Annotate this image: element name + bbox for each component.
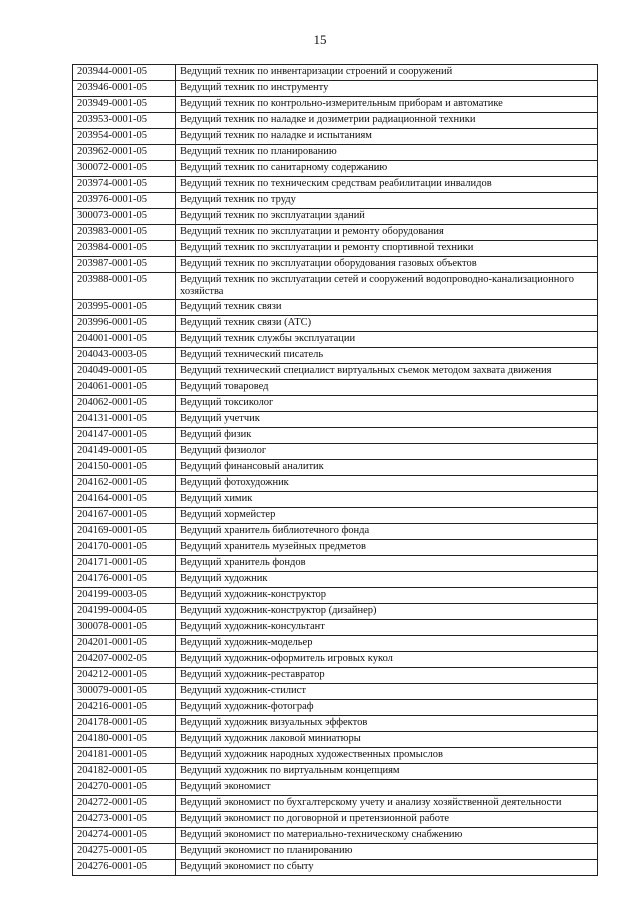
row-code: 300078-0001-05 — [73, 620, 176, 636]
row-name: Ведущий художник-модельер — [176, 636, 598, 652]
table-row — [73, 540, 598, 556]
row-name: Ведущий художник-оформитель игровых кукол — [176, 652, 598, 668]
table-row — [73, 668, 598, 684]
row-code: 204180-0001-05 — [73, 732, 176, 748]
row-name: Ведущий хормейстер — [176, 508, 598, 524]
table-row — [73, 129, 598, 145]
row-name: Ведущий токсиколог — [176, 396, 598, 412]
row-name: Ведущий техник по инвентаризации строений и сооружений — [176, 65, 598, 81]
row-name: Ведущий техник связи (АТС) — [176, 316, 598, 332]
table-row — [73, 97, 598, 113]
table-row — [73, 572, 598, 588]
table-row — [73, 273, 598, 300]
table-row — [73, 177, 598, 193]
row-code: 204171-0001-05 — [73, 556, 176, 572]
table-row — [73, 300, 598, 316]
table-row — [73, 257, 598, 273]
row-code: 204182-0001-05 — [73, 764, 176, 780]
table-row — [73, 316, 598, 332]
row-name: Ведущий техник по эксплуатации оборудования газовых объектов — [176, 257, 598, 273]
row-name: Ведущий художник по виртуальным концепциям — [176, 764, 598, 780]
profession-codes-table — [72, 64, 598, 876]
row-code: 203953-0001-05 — [73, 113, 176, 129]
table-row — [73, 193, 598, 209]
row-name: Ведущий техник по контрольно-измерительным приборам и автоматике — [176, 97, 598, 113]
table-row — [73, 161, 598, 177]
table-row — [73, 508, 598, 524]
row-code: 204131-0001-05 — [73, 412, 176, 428]
row-code: 203946-0001-05 — [73, 81, 176, 97]
row-code: 204147-0001-05 — [73, 428, 176, 444]
row-code: 204199-0003-05 — [73, 588, 176, 604]
row-code: 204273-0001-05 — [73, 812, 176, 828]
row-name: Ведущий техник по эксплуатации и ремонту оборудования — [176, 225, 598, 241]
row-code: 203988-0001-05 — [73, 273, 176, 300]
row-name: Ведущий техник по планированию — [176, 145, 598, 161]
row-code: 204164-0001-05 — [73, 492, 176, 508]
row-name: Ведущий товаровед — [176, 380, 598, 396]
table-row — [73, 476, 598, 492]
table-row — [73, 380, 598, 396]
row-name: Ведущий экономист по бухгалтерскому учету и анализу хозяйственной деятельности — [176, 796, 598, 812]
row-code: 203944-0001-05 — [73, 65, 176, 81]
row-code: 204170-0001-05 — [73, 540, 176, 556]
row-code: 203949-0001-05 — [73, 97, 176, 113]
table-row — [73, 796, 598, 812]
table-row — [73, 145, 598, 161]
table-row — [73, 460, 598, 476]
table-row — [73, 700, 598, 716]
row-name: Ведущий техник по техническим средствам реабилитации инвалидов — [176, 177, 598, 193]
table-row — [73, 444, 598, 460]
row-code: 203974-0001-05 — [73, 177, 176, 193]
row-name: Ведущий художник-стилист — [176, 684, 598, 700]
page-number: 15 — [313, 32, 327, 47]
row-code: 203984-0001-05 — [73, 241, 176, 257]
row-name: Ведущий экономист по материально-техническому снабжению — [176, 828, 598, 844]
row-code: 204049-0001-05 — [73, 364, 176, 380]
row-name: Ведущий техник по труду — [176, 193, 598, 209]
row-code: 204150-0001-05 — [73, 460, 176, 476]
row-name: Ведущий техник по санитарному содержанию — [176, 161, 598, 177]
row-code: 204199-0004-05 — [73, 604, 176, 620]
row-code: 203996-0001-05 — [73, 316, 176, 332]
table-row — [73, 209, 598, 225]
table-row — [73, 684, 598, 700]
table-row — [73, 225, 598, 241]
row-name: Ведущий техник связи — [176, 300, 598, 316]
row-code: 203995-0001-05 — [73, 300, 176, 316]
row-code: 204181-0001-05 — [73, 748, 176, 764]
table-row — [73, 556, 598, 572]
row-code: 300073-0001-05 — [73, 209, 176, 225]
table-row — [73, 828, 598, 844]
row-name: Ведущий художник-конструктор — [176, 588, 598, 604]
table-row — [73, 412, 598, 428]
table-row — [73, 764, 598, 780]
row-code: 204176-0001-05 — [73, 572, 176, 588]
table-row — [73, 652, 598, 668]
row-name: Ведущий художник-фотограф — [176, 700, 598, 716]
table-row — [73, 636, 598, 652]
row-code: 204169-0001-05 — [73, 524, 176, 540]
row-name: Ведущий художник народных художественных промыслов — [176, 748, 598, 764]
table-row — [73, 604, 598, 620]
row-name: Ведущий экономист — [176, 780, 598, 796]
row-code: 204201-0001-05 — [73, 636, 176, 652]
table-row — [73, 716, 598, 732]
row-code: 203976-0001-05 — [73, 193, 176, 209]
row-code: 204001-0001-05 — [73, 332, 176, 348]
row-code: 204276-0001-05 — [73, 860, 176, 876]
table-row — [73, 332, 598, 348]
row-name: Ведущий художник — [176, 572, 598, 588]
row-name: Ведущий художник-конструктор (дизайнер) — [176, 604, 598, 620]
table-row — [73, 396, 598, 412]
row-code: 204178-0001-05 — [73, 716, 176, 732]
table-row — [73, 588, 598, 604]
table-row — [73, 428, 598, 444]
row-name: Ведущий фотохудожник — [176, 476, 598, 492]
table-row — [73, 860, 598, 876]
table-row — [73, 732, 598, 748]
row-name: Ведущий экономист по планированию — [176, 844, 598, 860]
row-name: Ведущий экономист по сбыту — [176, 860, 598, 876]
row-code: 204275-0001-05 — [73, 844, 176, 860]
table-row — [73, 364, 598, 380]
row-name: Ведущий техник по наладке и испытаниям — [176, 129, 598, 145]
row-code: 204043-0003-05 — [73, 348, 176, 364]
row-code: 204216-0001-05 — [73, 700, 176, 716]
row-name: Ведущий финансовый аналитик — [176, 460, 598, 476]
row-name: Ведущий художник-консультант — [176, 620, 598, 636]
row-name: Ведущий художник лаковой миниатюры — [176, 732, 598, 748]
row-name: Ведущий художник-реставратор — [176, 668, 598, 684]
row-code: 203983-0001-05 — [73, 225, 176, 241]
table-row — [73, 113, 598, 129]
row-name: Ведущий техник по эксплуатации и ремонту спортивной техники — [176, 241, 598, 257]
row-code: 204062-0001-05 — [73, 396, 176, 412]
table-row — [73, 780, 598, 796]
row-name: Ведущий хранитель фондов — [176, 556, 598, 572]
row-code: 204167-0001-05 — [73, 508, 176, 524]
row-code: 300072-0001-05 — [73, 161, 176, 177]
row-name: Ведущий хранитель музейных предметов — [176, 540, 598, 556]
row-code: 204274-0001-05 — [73, 828, 176, 844]
row-name: Ведущий технический писатель — [176, 348, 598, 364]
table-row — [73, 620, 598, 636]
row-code: 204272-0001-05 — [73, 796, 176, 812]
row-name: Ведущий технический специалист виртуальных съемок методом захвата движения — [176, 364, 598, 380]
table-row — [73, 492, 598, 508]
row-name: Ведущий техник по эксплуатации сетей и сооружений водопроводно-канализационного хозяйства — [176, 273, 598, 300]
row-code: 204061-0001-05 — [73, 380, 176, 396]
row-name: Ведущий физиолог — [176, 444, 598, 460]
row-name: Ведущий физик — [176, 428, 598, 444]
row-name: Ведущий техник по наладке и дозиметрии радиационной техники — [176, 113, 598, 129]
row-code: 204212-0001-05 — [73, 668, 176, 684]
table-body — [73, 65, 598, 876]
row-code: 204270-0001-05 — [73, 780, 176, 796]
table-row — [73, 348, 598, 364]
row-name: Ведущий техник по эксплуатации зданий — [176, 209, 598, 225]
row-code: 204149-0001-05 — [73, 444, 176, 460]
table-row — [73, 748, 598, 764]
table-row — [73, 524, 598, 540]
row-name: Ведущий учетчик — [176, 412, 598, 428]
row-code: 203962-0001-05 — [73, 145, 176, 161]
row-code: 300079-0001-05 — [73, 684, 176, 700]
row-code: 203987-0001-05 — [73, 257, 176, 273]
row-name: Ведущий экономист по договорной и претензионной работе — [176, 812, 598, 828]
table-row — [73, 241, 598, 257]
row-name: Ведущий техник службы эксплуатации — [176, 332, 598, 348]
row-code: 204162-0001-05 — [73, 476, 176, 492]
row-name: Ведущий техник по инструменту — [176, 81, 598, 97]
row-name: Ведущий хранитель библиотечного фонда — [176, 524, 598, 540]
table-row — [73, 812, 598, 828]
table-row — [73, 81, 598, 97]
table-row — [73, 65, 598, 81]
table-row — [73, 844, 598, 860]
row-code: 204207-0002-05 — [73, 652, 176, 668]
row-name: Ведущий художник визуальных эффектов — [176, 716, 598, 732]
row-name: Ведущий химик — [176, 492, 598, 508]
row-code: 203954-0001-05 — [73, 129, 176, 145]
